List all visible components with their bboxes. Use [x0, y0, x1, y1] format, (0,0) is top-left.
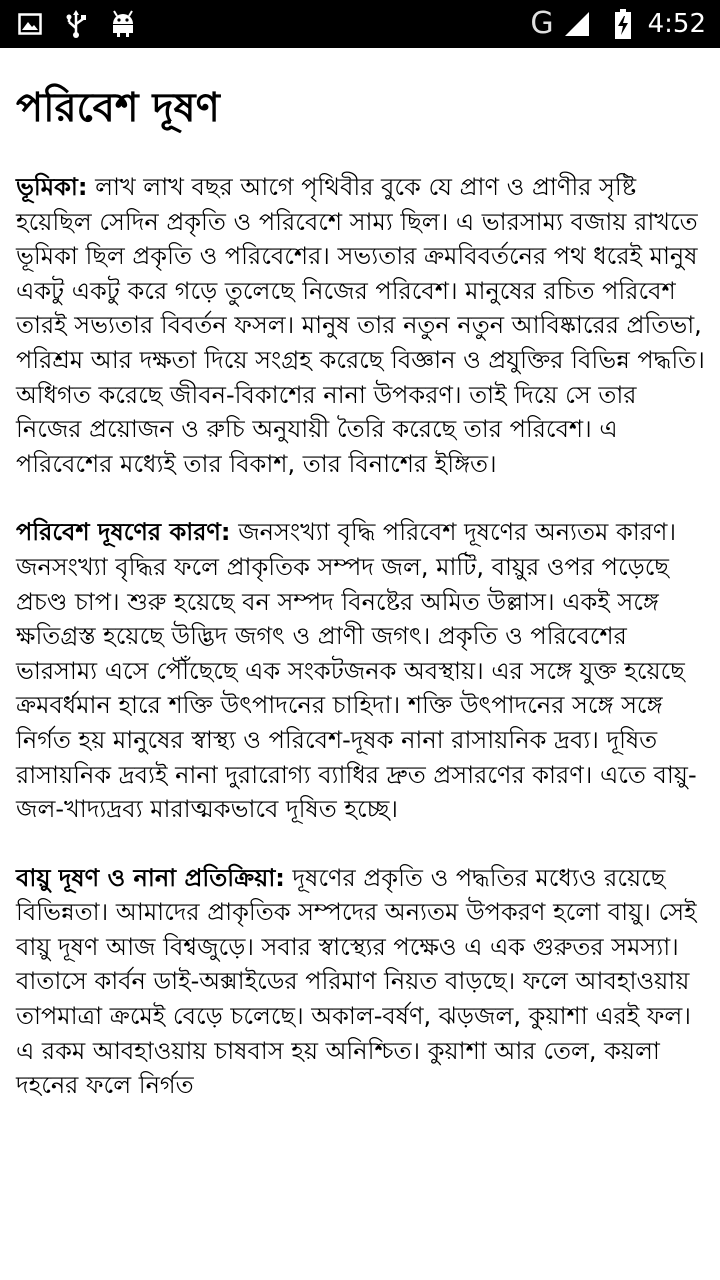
section-body: লাখ লাখ বছর আগে পৃথিবীর বুকে যে প্রাণ ও প্রাণীর সৃষ্টি হয়েছিল সেদিন প্রকৃতি ও পরিবেশে সাম্য ছিল। এ ভারসাম্য বজায় রাখতে ভূমিকা ছিল প্রকৃতি ও পরিবেশের। সভ্যতার ক্রমবিবর্তনের পথ ধরেই মানুষ একটু একটু করে গড়ে তুলেছে নিজের পরিবেশ। মানুষের রচিত পরিবেশ তারই সভ্যতার বিবর্তন ফসল। মানুষ তার নতুন নতুন আবিষ্কারের প্রতিভা, পরিশ্রম আর দক্ষতা দিয়ে সংগ্রহ করেছে বিজ্ঞান ও প্রযুক্তির বিভিন্ন পদ্ধতি। অধিগত করেছে জীবন-বিকাশের নানা উপকরণ। তাই দিয়ে সে তার নিজের প্রয়োজন ও রুচি অনুযায়ী তৈরি করেছে তার পরিবেশ। এ পরিবেশের মধ্যেই তার বিকাশ, তার বিনাশের ইঙ্গিত। [16, 173, 705, 478]
image-icon [18, 13, 42, 35]
clock: 4:52 [647, 9, 706, 39]
article-title: পরিবেশ দূষণ [16, 85, 220, 131]
section-causes [16, 515, 706, 826]
section-heading: বায়ু দূষণ ও নানা প্রতিক্রিয়া: [16, 863, 285, 892]
section-body: জনসংখ্যা বৃদ্ধি পরিবেশ দূষণের অন্যতম কারণ। জনসংখ্যা বৃদ্ধির ফলে প্রাকৃতিক সম্পদ জল, মাটি, বায়ুর ওপর পড়েছে প্রচণ্ড চাপ। শুরু হয়েছে বন সম্পদ বিনষ্টের অমিত উল্লাস। একই সঙ্গে ক্ষতিগ্রস্ত হয়েছে উদ্ভিদ জগৎ ও প্রাণী জগৎ। প্রকৃতি ও পরিবেশের ভারসাম্য এসে পৌঁছেছে এক সংকটজনক অবস্থায়। এর সঙ্গে যুক্ত হয়েছে ক্রমবর্ধমান হারে শক্তি উৎপাদনের চাহিদা। শক্তি উৎপাদনের সঙ্গে সঙ্গে নির্গত হয় মানুষের স্বাস্থ্য ও পরিবেশ-দূষক নানা রাসায়নিক দ্রব্য। দূষিত রাসায়নিক দ্রব্যই নানা দুরারোগ্য ব্যাধির দ্রুত প্রসারণের কারণ। এতে বায়ু-জল-খাদ্যদ্রব্য মারাত্মকভাবে দূষিত হচ্ছে। [16, 518, 697, 824]
notification-icons [18, 0, 136, 48]
section-air-pollution [16, 861, 706, 1103]
battery-charging-icon [614, 9, 632, 39]
article-content [16, 76, 706, 1137]
section-introduction [16, 170, 706, 481]
usb-icon [64, 10, 88, 38]
section-body: দূষণের প্রকৃতি ও পদ্ধতির মধ্যেও রয়েছে বিভিন্নতা। আমাদের প্রাকৃতিক সম্পদের অন্যতম উপকরণ হলো বায়ু। সেই বায়ু দূষণ আজ বিশ্বজুড়ে। সবার স্বাস্থ্যের পক্ষেও এ এক গুরুতর সমস্যা। বাতাসে কার্বন ডাই-অক্সাইডের পরিমাণ নিয়ত বাড়ছে। ফলে আবহাওয়ায় তাপমাত্রা ক্রমেই বেড়ে চলেছে। অকাল-বর্ষণ, ঝড়জল, কুয়াশা এরই ফল। এ রকম আবহাওয়ায় চাষবাস হয় অনিশ্চিত। কুয়াশা আর তেল, কয়লা দহনের ফলে নির্গত [16, 863, 697, 1100]
section-heading: ভূমিকা: [16, 173, 88, 201]
system-icons [530, 0, 706, 48]
android-icon [110, 10, 136, 38]
signal-icon [564, 11, 590, 37]
network-type: G [530, 6, 554, 41]
section-heading: পরিবেশ দূষণের কারণ: [16, 518, 231, 547]
status-bar [0, 0, 720, 48]
